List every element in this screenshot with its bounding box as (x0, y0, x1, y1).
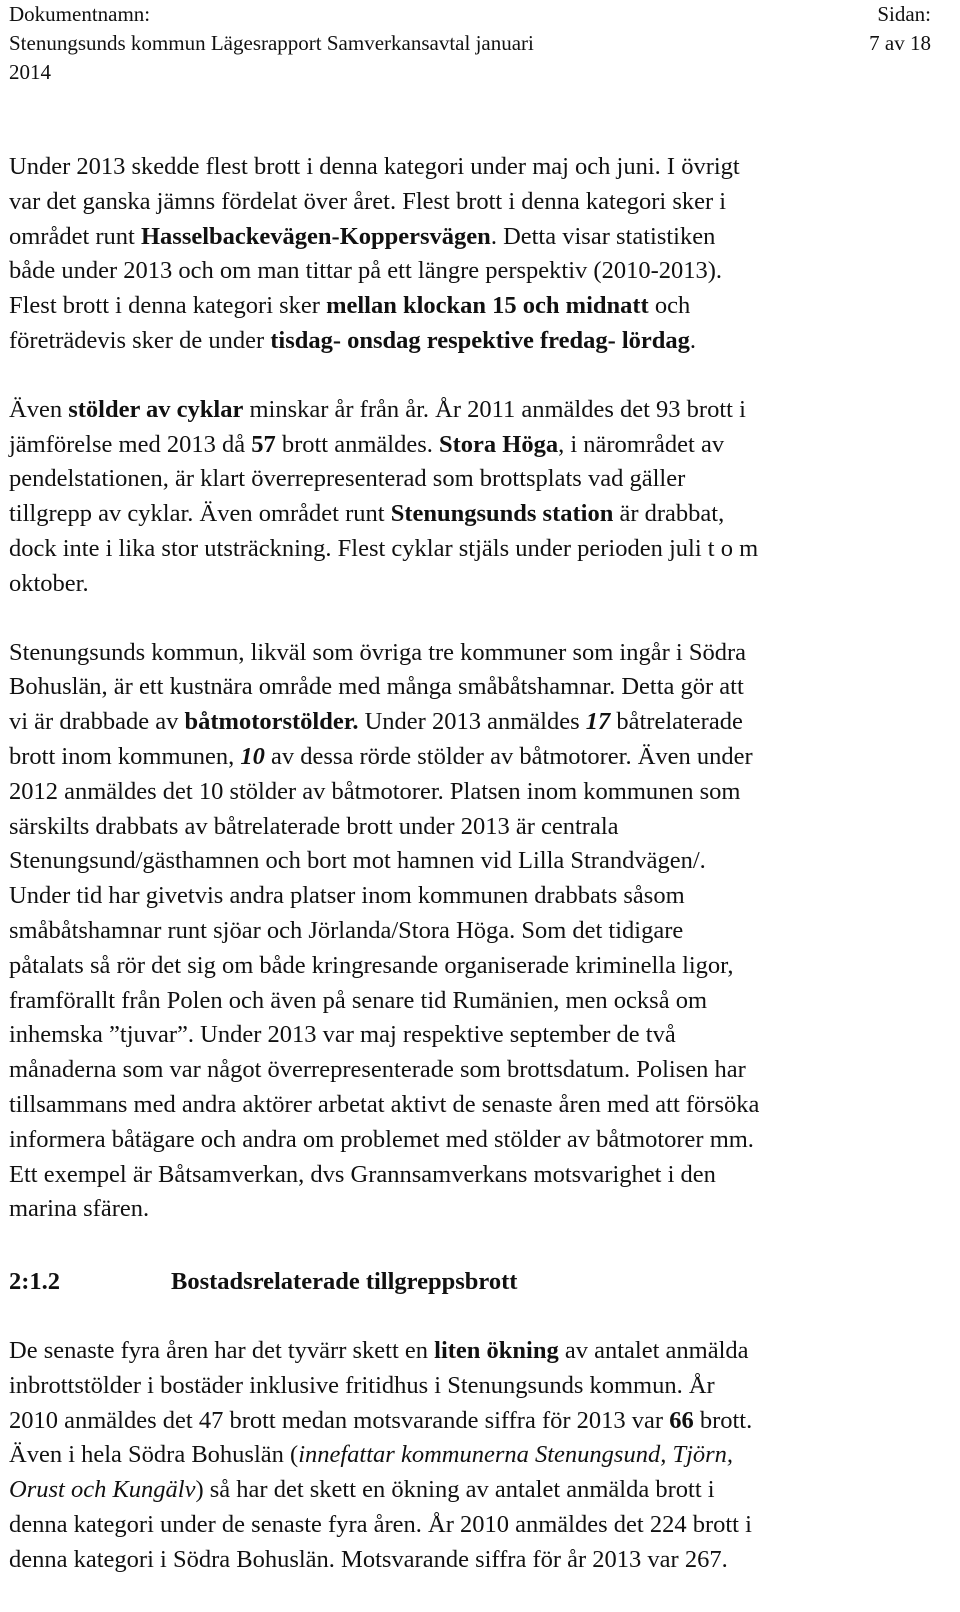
text-run: brott. (693, 1406, 753, 1434)
italic-municipalities: Orust och Kungälv (9, 1476, 196, 1504)
emphasis-boat-motor-thefts: båtmotorstölder. (184, 708, 359, 736)
text-run: , i närområdet av (558, 430, 725, 458)
text-run: av dessa rörde stölder av båtmotorer. Även under (264, 742, 753, 770)
text-line: Ett exempel är Båtsamverkan, dvs Grannsamverkans motsvarighet i den (9, 1160, 716, 1188)
text-line: Under 2013 skedde flest brott i denna kategori under maj och juni. I övrigt (9, 153, 740, 180)
document-name-line-2: 2014 (9, 60, 51, 84)
emphasis-count: 66 (669, 1406, 694, 1434)
text-run: brott anmäldes. (275, 430, 439, 458)
text-line (9, 220, 931, 255)
text-run: och (648, 292, 691, 320)
text-line (9, 324, 931, 359)
text-run: . (689, 326, 697, 354)
text-line (9, 740, 931, 775)
text-run: Flest brott i denna kategori sker (9, 292, 327, 320)
text-line: marina sfären. (9, 1195, 150, 1223)
text-line: månaderna som var något överrepresenterade som brottsdatum. Polisen har (9, 1056, 746, 1084)
text-line (9, 428, 931, 463)
document-name-line-1: Stenungsunds kommun Lägesrapport Samverkansavtal januari (9, 31, 534, 55)
text-run: 2010 anmäldes det 47 brott medan motsvarande siffra för 2013 var (9, 1406, 670, 1434)
text-line (9, 1438, 931, 1473)
text-line (9, 1404, 931, 1439)
text-line: pendelstationen, är klart överrepresenterad som brottsplats vad gäller (9, 465, 686, 493)
text-run: tillgrepp av cyklar. Även området runt (9, 500, 391, 528)
text-line: framförallt från Polen och även på senare tid Rumänien, men också om (9, 986, 708, 1014)
text-run: Under 2013 anmäldes (358, 708, 586, 736)
paragraph-residential-burglary (9, 1334, 931, 1578)
text-line (9, 289, 931, 324)
text-line: 2012 anmäldes det 10 stölder av båtmotorer. Platsen inom kommunen som (9, 777, 741, 805)
text-line (9, 497, 931, 532)
text-line: oktober. (9, 569, 89, 597)
text-run: minskar år från år. År 2011 anmäldes det 93 brott i (243, 395, 746, 423)
text-run: vi är drabbade av (9, 708, 185, 736)
text-line: både under 2013 och om man tittar på ett längre perspektiv (2010-2013). (9, 257, 723, 285)
text-line: denna kategori i Södra Bohuslän. Motsvarande siffra för år 2013 var 267. (9, 1545, 728, 1573)
text-line: Stenungsund/gästhamnen och bort mot hamnen vid Lilla Strandvägen/. (9, 847, 706, 875)
text-line: Under tid har givetvis andra platser inom kommunen drabbats såsom (9, 882, 685, 910)
emphasis-location: Stora Höga (439, 430, 559, 458)
text-run: området runt (9, 222, 141, 250)
text-line: dock inte i lika stor utsträckning. Flest cyklar stjäls under perioden juli t o m (9, 534, 759, 562)
section-title: Bostadsrelaterade tillgreppsbrott (171, 1268, 518, 1296)
emphasis-count: 57 (251, 430, 276, 458)
text-run: jämförelse med 2013 då (9, 430, 252, 458)
text-line: särskilts drabbats av båtrelaterade brott under 2013 är centrala (9, 812, 619, 840)
page-label: Sidan: (877, 2, 931, 26)
text-run: De senaste fyra åren har det tyvärr skett en (9, 1336, 435, 1364)
document-name-block (9, 0, 709, 87)
text-run: företrädevis sker de under (9, 326, 271, 354)
text-line: småbåtshamnar runt sjöar och Jörlanda/Stora Höga. Som det tidigare (9, 916, 684, 944)
document-name-label: Dokumentnamn: (9, 2, 151, 26)
paragraph-boat-thefts (9, 636, 931, 1228)
text-line (9, 705, 931, 740)
page-number-block (791, 0, 931, 58)
emphasis-location: Hasselbackevägen-Koppersvägen (141, 222, 491, 250)
text-run: ) så har det skett en ökning av antalet anmälda brott i (195, 1476, 715, 1504)
page-number: 7 av 18 (869, 31, 931, 55)
text-run: är drabbat, (613, 500, 725, 528)
text-line (9, 1334, 931, 1369)
text-line: Stenungsunds kommun, likväl som övriga tre kommuner som ingår i Södra (9, 638, 746, 666)
emphasis-location: Stenungsunds station (390, 500, 614, 528)
emphasis-days: tisdag- onsdag respektive fredag- lördag (270, 326, 690, 354)
text-line: informera båtägare och andra om problemet med stölder av båtmotorer mm. (9, 1125, 754, 1153)
text-line (9, 1473, 931, 1508)
text-run: . Detta visar statistiken (490, 222, 716, 250)
text-line (9, 393, 931, 428)
text-run: Även (9, 395, 69, 423)
paragraph-bicycle-thefts (9, 393, 931, 602)
italic-municipalities: innefattar kommunerna Stenungsund, Tjörn, (298, 1441, 734, 1469)
text-run: Även i hela Södra Bohuslän ( (9, 1441, 299, 1469)
text-run: brott inom kommunen, (9, 742, 241, 770)
text-line: inhemska ”tjuvar”. Under 2013 var maj respektive september de två (9, 1021, 676, 1049)
text-line: tillsammans med andra aktörer arbetat aktivt de senaste åren med att försöka (9, 1090, 760, 1118)
emphasis-count: 10 (240, 742, 265, 770)
text-line: inbrottstölder i bostäder inklusive fritidhus i Stenungsunds kommun. År (9, 1371, 715, 1399)
text-line: var det ganska jämns fördelat över året. Flest brott i denna kategori sker i (9, 187, 727, 215)
emphasis-increase: liten ökning (434, 1336, 559, 1364)
text-line: påtalats så rör det sig om både kringresande organiserade kriminella ligor, (9, 951, 734, 979)
emphasis-count: 17 (585, 708, 611, 736)
text-line: denna kategori under de senaste fyra åren. År 2010 anmäldes det 224 brott i (9, 1510, 752, 1538)
paragraph-category-statistics (9, 150, 931, 359)
emphasis-bicycle-thefts: stölder av cyklar (68, 395, 244, 423)
text-line: Bohuslän, är ett kustnära område med många småbåtshamnar. Detta gör att (9, 673, 744, 701)
text-run: av antalet anmälda (558, 1336, 749, 1364)
document-body (9, 150, 931, 1611)
section-number: 2:1.2 (9, 1268, 61, 1296)
emphasis-time: mellan klockan 15 och midnatt (326, 292, 649, 320)
text-run: båtrelaterade (610, 708, 743, 736)
section-heading (9, 1265, 931, 1300)
